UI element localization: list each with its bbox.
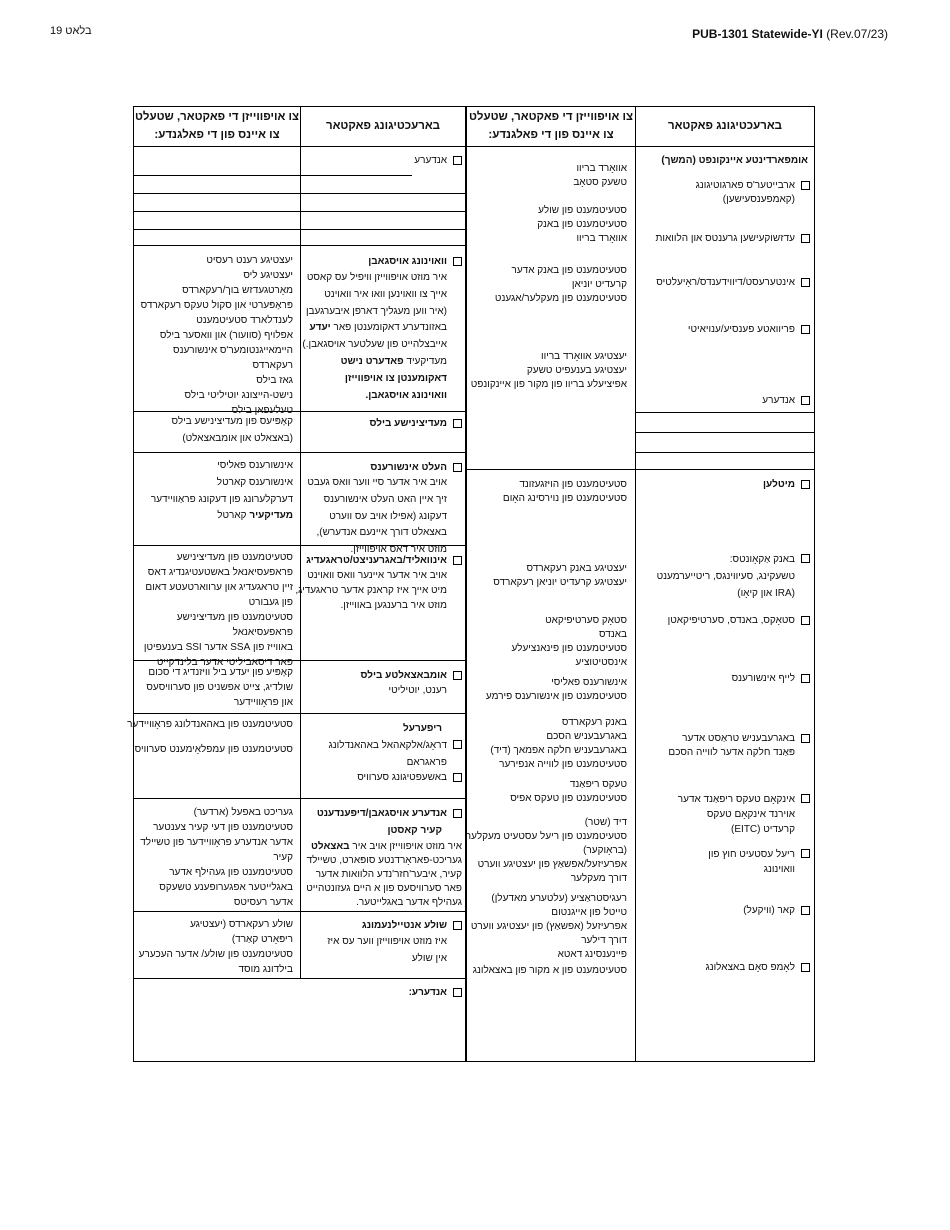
text-line: אדער אנדערע פראָוויידער פון טשיילד	[140, 837, 293, 848]
text-block	[490, 716, 627, 772]
checkbox-housing[interactable]	[297, 255, 462, 269]
text-line: קאָפּיע פון יעדע ביל וויזנדיג די סכום	[148, 667, 293, 678]
text-block	[127, 718, 293, 732]
text-line: סטעיטמענט פון שולע	[538, 205, 627, 216]
text-line: אייבצלהייט פון שעלטער אויסגאבן.)	[302, 339, 447, 351]
text-block	[287, 270, 447, 404]
text-line: ארבייטער'ס פארגוטיגונג	[695, 180, 795, 191]
checkbox-private-pension[interactable]	[688, 323, 810, 337]
text-segment: מעדיקעיר	[249, 510, 293, 522]
text-block	[135, 743, 293, 757]
text-line: אפלויף (סוועור) און וואסער בילס	[159, 330, 293, 341]
text-block	[466, 816, 627, 886]
text-line	[287, 388, 447, 405]
text-line: שולע רעקארדס (יעצטיגע	[190, 919, 293, 930]
text-line: סטעיטמענט פון עמפלאָימענט סערוויס	[134, 744, 293, 755]
text-line: דעקונג (אפילו אויב עס ווערט	[329, 510, 447, 522]
text-line: רעגיסטראַציע (עלטערע מאדעלן)	[491, 893, 627, 904]
header-line: צו איינס פון די פאלגנדע:	[488, 129, 614, 141]
document-id	[692, 27, 888, 41]
text-line: פון געבורט	[248, 597, 293, 608]
proof-employment	[135, 743, 293, 757]
checkbox-icon[interactable]	[801, 480, 810, 489]
checkbox-stocks-bonds[interactable]	[668, 614, 810, 628]
proof-health	[151, 458, 293, 525]
text-line: פאר סערוויסעס פון א היים געזונטהייט	[306, 883, 462, 894]
text-line: טשעקינג, סעיווינגס, ריטייערמענט	[656, 570, 795, 582]
checkbox-icon[interactable]	[801, 734, 810, 743]
proof-lump-sum	[473, 964, 627, 978]
checkbox-unearned-other[interactable]	[762, 394, 810, 408]
text-line: יעצטיגע אוואָרד בריוו	[541, 351, 627, 362]
checkbox-disabled[interactable]	[306, 554, 462, 568]
text-block	[295, 568, 447, 613]
checkbox-icon[interactable]	[453, 671, 462, 680]
text-line: סטעיטמענט פון באהאנדלונג פראָוויידער	[127, 719, 293, 730]
checkbox-icon[interactable]	[453, 419, 462, 428]
checkbox-icon[interactable]	[801, 325, 810, 334]
dependent-subtitle: קעיר קאסטן	[387, 825, 442, 836]
text-block	[141, 253, 293, 418]
text-line: דערקלערונג פון דעקונג פראַוויידער	[150, 493, 293, 505]
checkbox-other-bottom[interactable]	[409, 986, 462, 1000]
checkbox-burial-trust[interactable]	[668, 732, 810, 760]
checkbox-icon[interactable]	[453, 773, 462, 782]
text-line: (קאמפענסעישען)	[722, 194, 795, 205]
text-line: געהילף אדער באגלייטער.	[356, 897, 462, 908]
text-block	[307, 475, 447, 559]
text-line: אינקאָם טעקס ריפאַנד אדער	[677, 794, 795, 805]
text-line: באגרעבעניש חלקה אפמאך (דיד)	[490, 745, 627, 756]
right-proof-column-header	[467, 108, 635, 144]
housing-description	[287, 270, 447, 404]
text-line: עדזשוקעישען גרענטס און הלוואות	[655, 233, 795, 244]
checkbox-icon[interactable]	[801, 794, 810, 803]
text-line: לייף אינשורענס	[731, 673, 795, 684]
text-line: אינשורענס פאליסי	[551, 677, 627, 688]
text-line: סטעיטמענט פון געהילף אדער	[169, 867, 293, 878]
doc-code: PUB-1301 Statewide-YI	[692, 27, 823, 41]
checkbox-icon[interactable]	[453, 556, 462, 565]
text-line: רענט, יוטיליטי	[388, 685, 447, 696]
text-block	[151, 458, 293, 525]
checkbox-icon[interactable]	[453, 257, 462, 266]
checkbox-icon[interactable]	[453, 740, 462, 749]
text-line: און פראָוויידער	[233, 697, 293, 708]
text-block	[471, 350, 627, 392]
text-line: אדער רעסיטס	[233, 897, 293, 908]
text-block	[678, 792, 795, 837]
text-line: פּאַנד חלקה אדער לווייה הסכם	[668, 747, 795, 758]
text-segment: פאדערט נישט	[340, 355, 404, 367]
text-line: אוואָרד בריוו	[576, 233, 627, 244]
checkbox-icon[interactable]	[801, 234, 810, 243]
left-proof-column-header	[134, 108, 300, 144]
housing-title: וואוינונג אויסגאבן	[368, 256, 447, 267]
checkbox-icon[interactable]	[801, 554, 810, 563]
text-line: יעצטיגע בענעפיט טשעק	[526, 365, 627, 376]
proof-stocks	[511, 614, 627, 670]
text-block	[493, 562, 627, 590]
text-block	[688, 323, 795, 337]
text-segment: איר מוזט אויפווייזן אויב איר	[349, 841, 462, 852]
unearned-income-heading: אומפארדינטע איינקונפט (המשך)	[661, 155, 808, 166]
text-block	[140, 805, 293, 910]
checkbox-lump-sum[interactable]	[705, 961, 810, 975]
checkbox-real-estate[interactable]	[708, 847, 810, 877]
text-line: דורך מעקלער	[570, 873, 627, 884]
disabled-title: אינוואליד/באגרעניצט/טראגעדיג	[306, 555, 447, 566]
text-line: מוזט איר דאס אויפווייזן.	[350, 544, 447, 556]
text-block	[657, 552, 795, 602]
text-line: סטעיטמענט פון שולע/ אדער העכערע	[138, 949, 293, 960]
text-line: יעצטיגע קרעדיט יוניאן רעקארדס	[493, 577, 627, 588]
text-line: אינסטיטוציע	[575, 657, 627, 668]
text-segment: דאקומענטן צו אויפווייזן	[344, 372, 447, 384]
checkbox-icon[interactable]	[801, 849, 810, 858]
text-segment: באצאלט	[311, 841, 350, 852]
checkbox-icon[interactable]	[801, 616, 810, 625]
text-line: טייטל פון אייגנטום	[551, 907, 627, 918]
text-block	[656, 276, 795, 290]
checkbox-education-grants[interactable]	[655, 232, 810, 246]
doc-revision: (Rev.07/23)	[826, 27, 888, 41]
checkbox-icon[interactable]	[801, 963, 810, 972]
text-line: פאר דיסאביליטי אדער בלינדקייט	[156, 657, 293, 668]
text-line: קאר (וויקעל)	[743, 905, 795, 916]
checkbox-employment-service[interactable]	[357, 771, 462, 785]
health-description	[307, 475, 447, 559]
checkbox-car[interactable]	[743, 904, 810, 918]
text-line: גאז בילס	[256, 375, 293, 386]
text-block	[171, 414, 293, 448]
text-block	[389, 684, 447, 698]
text-line: יעצטיגע ליס	[243, 270, 293, 281]
checkbox-icon[interactable]	[801, 906, 810, 915]
proof-treatment	[127, 718, 293, 732]
text-line: סטעיטמענט פון מעדיצינישע	[176, 552, 293, 563]
proof-dependent	[140, 805, 293, 910]
text-block	[139, 917, 293, 977]
school-description	[327, 934, 447, 968]
text-segment: קארטל	[217, 510, 250, 522]
other-bottom-label: אנדערע:	[408, 987, 447, 998]
text-line: געריכט-פאראָרדנטע סופּארט, טשיילד	[306, 855, 462, 866]
text-line: באשעפטיגונג סערוויס	[357, 772, 447, 783]
text-line: פראגראם	[406, 756, 447, 768]
text-line: איר מוזט אויפווייזן וויפיל עס קאסט	[306, 272, 447, 283]
text-line: באווייז פון SSA אדער SSI בענעפיטן	[143, 642, 293, 653]
unpaid-title: אומבאצאלטע בילס	[360, 670, 447, 681]
text-line: טשעק סטאָב	[573, 177, 627, 188]
text-line: פיינענסינג דאטא	[557, 949, 627, 960]
text-line: ריעל עסטעיט חוץ פון	[708, 849, 795, 860]
text-line: פראפעסיאנאל באשטעטיגנדיג דאס	[147, 567, 293, 578]
text-segment: באזונדערע דאקומענטן פאר	[330, 322, 447, 334]
text-line: יעצטיגע באנק רעקארדס	[526, 563, 627, 574]
text-line: סטעיטמענט פון באנק אדער	[511, 265, 627, 276]
text-line: שולדיג, צייט אפשניט פון סערוויסעס	[146, 682, 293, 693]
text-block	[537, 204, 627, 246]
text-line: רעקארדס	[252, 360, 293, 371]
checkbox-icon[interactable]	[453, 921, 462, 930]
text-block	[743, 904, 795, 918]
text-line: סטעיטמענט פון מעדיצינישע	[176, 612, 293, 623]
text-line: מאָרטגעדזש בוך/רעקארדס	[182, 285, 293, 296]
checkbox-icon[interactable]	[453, 809, 462, 818]
text-block	[510, 778, 627, 806]
checkbox-interest-dividends[interactable]	[656, 276, 810, 290]
proof-pension	[471, 350, 627, 392]
proof-real-estate	[466, 816, 627, 886]
text-line	[287, 354, 447, 371]
text-line: סטעיטמענט פון אינשורענס פירמע	[485, 691, 627, 702]
text-segment: מעדיקעיד	[403, 355, 447, 367]
text-line: אינטערעסט/דיווידענדס/ראָיעלטיס	[656, 277, 795, 288]
text-line: געריכט באפעל (ארדער)	[193, 807, 293, 818]
text-line: דיד (שטר)	[584, 817, 627, 828]
checkbox-other-top[interactable]	[414, 154, 462, 168]
text-line: אויב איר אדער איינער וואס וואוינט	[307, 570, 447, 581]
text-line: וואוינונג	[763, 864, 795, 875]
text-line	[151, 508, 293, 525]
text-line: סטאָק סערטיפיקאט	[545, 615, 627, 626]
text-line: קעיר	[273, 852, 293, 863]
text-line: סטעיטמענט פון לווייה אנפירער	[499, 759, 627, 770]
text-line: אוואָרד בריוו	[576, 163, 627, 174]
text-line: קרעדיט יוניאן	[571, 279, 627, 290]
text-line: סטעיטמענט פון פינאנציעלע	[511, 643, 627, 654]
proof-burial	[490, 716, 627, 772]
text-line: סטעיטמענט פון דעי קעיר צענטער	[153, 822, 293, 833]
text-line: אינשורענס פאליסי	[217, 460, 293, 471]
text-block	[655, 232, 795, 246]
text-block	[668, 614, 795, 628]
text-line: אפרעיזעל/אפשאַץ פון יעצטיגע ווערט	[477, 859, 627, 870]
text-line: ריפּאָרט קאַרד)	[231, 934, 293, 945]
proof-bank	[493, 562, 627, 590]
text-block	[144, 550, 293, 670]
text-line: באנק אַקאָונטס:	[729, 554, 795, 565]
text-line: קרעדיט (EITC)	[731, 824, 795, 835]
text-line	[302, 840, 462, 854]
text-line: אייך צו וואוינען וואו איר וואוינט	[324, 288, 447, 300]
text-block	[668, 732, 795, 760]
text-block	[696, 179, 795, 207]
left-factor-column-header: בארעכטיגונג פאקטאר	[325, 120, 441, 132]
text-line: טעקס ריפאַנד	[569, 779, 627, 790]
checkbox-icon[interactable]	[801, 181, 810, 190]
header-line: צו איינס פון די פאלגנדע:	[154, 129, 280, 141]
text-line: פריוואטע פענסיע/ענויאיטי	[687, 324, 795, 335]
text-line: מוזט איר ברענגען באווייזן.	[340, 600, 447, 611]
text-block	[146, 665, 293, 710]
text-line: באגרעבעניש טראַסט אדער	[682, 733, 795, 744]
proof-education-grants	[537, 204, 627, 246]
checkbox-school[interactable]	[362, 919, 462, 933]
text-line: באצאלט דורך איינעם אנדערש),	[316, 527, 447, 539]
unpaid-description	[389, 684, 447, 698]
header-line: צו אויפווייזן די פאקטאר, שטעלט	[135, 111, 299, 123]
proof-tax-refund	[510, 778, 627, 806]
text-line: סטעיטמענט פון מעקלער/אגענט	[494, 293, 627, 304]
text-block	[329, 738, 447, 772]
text-line: דראָג/אלקאהאל באהאנדלונג	[328, 740, 447, 751]
right-factor-column-header: בארעכטיגונג פאקטאר	[667, 120, 783, 132]
text-block	[732, 672, 795, 686]
text-block	[302, 840, 462, 910]
text-line	[287, 371, 447, 388]
text-line: יעצטיגע רענט רעסיט	[206, 255, 293, 266]
text-line: סטעיטמענט פון טעקס אפיס	[510, 793, 627, 804]
text-block	[471, 892, 627, 962]
text-block	[495, 264, 627, 306]
text-line: מיט אייך איז קראנק אדער טראגעדיג,	[295, 585, 447, 596]
proof-household	[503, 478, 627, 506]
text-line: אנדערע	[762, 395, 795, 406]
medical-title: מעדיצינישע בילס	[369, 418, 447, 429]
text-line: קאָפּיעס פון מעדיצינישע בילס	[171, 416, 293, 427]
proof-unpaid	[146, 665, 293, 710]
text-line: אינשורענס קארטל	[216, 476, 293, 488]
checkbox-tax-refund[interactable]	[678, 792, 810, 837]
health-title: העלט אינשורענס	[370, 462, 447, 473]
proof-school	[139, 917, 293, 977]
text-line: אוירנד אינקאָם טעקס	[706, 809, 795, 820]
checkbox-icon[interactable]	[801, 674, 810, 683]
text-block	[503, 478, 627, 506]
proof-medical	[171, 414, 293, 448]
checkbox-icon[interactable]	[453, 156, 462, 165]
checkbox-dependent-care[interactable]	[317, 807, 462, 821]
text-segment: וואוינונג אויסגאבן.	[365, 389, 447, 401]
dependent-title: אנדערע אויסגאבן/דיפענדענט	[316, 808, 447, 819]
checkbox-icon[interactable]	[801, 278, 810, 287]
text-block	[357, 771, 447, 785]
text-line: לענדלארד סטעיטמענט	[196, 315, 293, 326]
text-line: סטאָקס, באנדס, סערטיפיקאטן	[667, 615, 795, 626]
text-line: אפיציעלע בריוו פון מקור פון איינקונפט	[470, 379, 627, 390]
page-number: בלאט 19	[50, 25, 92, 37]
proof-life-insurance	[486, 676, 627, 704]
checkbox-bank-accounts[interactable]	[657, 552, 810, 602]
text-block	[708, 847, 795, 877]
checkbox-icon[interactable]	[453, 463, 462, 472]
checkbox-life-insurance[interactable]	[732, 672, 810, 686]
text-line: קעיר, איבער'חזר'נדע הלוואות אדער	[315, 869, 462, 880]
text-line: אין שולע	[411, 952, 447, 964]
text-block	[762, 394, 795, 408]
proof-disabled	[144, 550, 293, 670]
text-block	[511, 614, 627, 670]
other-label: אנדערע	[414, 155, 447, 166]
text-segment: יעדע	[309, 322, 331, 334]
checkbox-medical-bills[interactable]	[369, 417, 462, 431]
proof-workers-comp	[573, 162, 627, 190]
checkbox-drug-alcohol[interactable]	[329, 738, 462, 772]
disabled-description	[295, 568, 447, 613]
checkbox-unpaid-bills[interactable]	[360, 669, 462, 683]
checkbox-icon[interactable]	[453, 988, 462, 997]
text-line: פּראָפּערטי און סקול טעקס רעקארדס	[140, 300, 293, 311]
text-line: סטעיטמענט פון באנק	[537, 219, 627, 230]
text-line: זיין טראגעדיג און ערווארטעטע דאום	[145, 582, 293, 593]
text-line	[287, 320, 447, 337]
text-line: (באצאלט און אומבאצאלט)	[182, 432, 293, 444]
school-title: שולע אנטיילנעמונג	[361, 920, 447, 931]
text-block	[486, 676, 627, 704]
text-line: זיך איין האט העלט אינשורענס	[323, 493, 447, 505]
text-line: באנק רעקארדס	[561, 717, 627, 728]
checkbox-health-insurance[interactable]	[370, 461, 462, 475]
checkbox-resources[interactable]	[763, 478, 810, 492]
checkbox-icon[interactable]	[801, 396, 810, 405]
text-line: באנדס	[599, 629, 627, 640]
text-line: בילדונג מוסד	[238, 964, 293, 975]
dependent-description	[302, 840, 462, 910]
text-line: סטעיטמענט פון נוירסינג האָום	[502, 493, 627, 504]
text-line: סטעיטמענט פון ריעל עסטעיט מעקלער	[465, 831, 627, 842]
text-block	[705, 961, 795, 975]
text-line: סטעיטמענט פון א מקור פון באצאלונג	[472, 965, 627, 976]
text-line: אפרעיזעל (אפשאַץ) פון יעצטיגע ווערט	[470, 921, 627, 932]
text-line: טעלעפאן בילס	[231, 405, 293, 416]
proof-interest	[495, 264, 627, 306]
header-line: צו אויפווייזן די פאקטאר, שטעלט	[469, 111, 633, 123]
text-line: אויב איר אדער סיי ווער וואס געבט	[307, 477, 447, 488]
text-line: לאָמפ סאָם באצאלונג	[705, 962, 795, 973]
checkbox-workers-comp[interactable]	[696, 179, 810, 207]
proof-car	[471, 892, 627, 962]
text-block	[327, 934, 447, 968]
text-line: (IRA און קיאָו)	[737, 587, 795, 599]
referral-title: ריפערעל	[403, 723, 442, 734]
resources-heading: מיטלען	[763, 479, 795, 490]
text-block	[473, 964, 627, 978]
text-line: דורך דילער	[581, 935, 627, 946]
text-block	[573, 162, 627, 190]
text-line: נישט-הייצונג יוטיליטי בילס	[184, 390, 293, 401]
text-line: פראפעסיאנאל	[232, 627, 293, 638]
text-line: (איר ווען מעגליך דארפן איבערגעבן	[305, 305, 447, 317]
text-line: (בראָוקער)	[583, 845, 627, 856]
text-line: איז מוזט אויפווייזן ווער עס איז	[327, 936, 447, 947]
proof-housing	[141, 253, 293, 418]
text-line: באגלייטער אפגערופענע טשעקס	[159, 882, 293, 893]
text-line: היימאייגנטומער'ס אינשורענס	[173, 345, 293, 356]
text-line: סטעיטמענט פון הויזגעזונד	[519, 479, 627, 490]
text-line: באגרעבעניש הסכם	[546, 731, 627, 742]
